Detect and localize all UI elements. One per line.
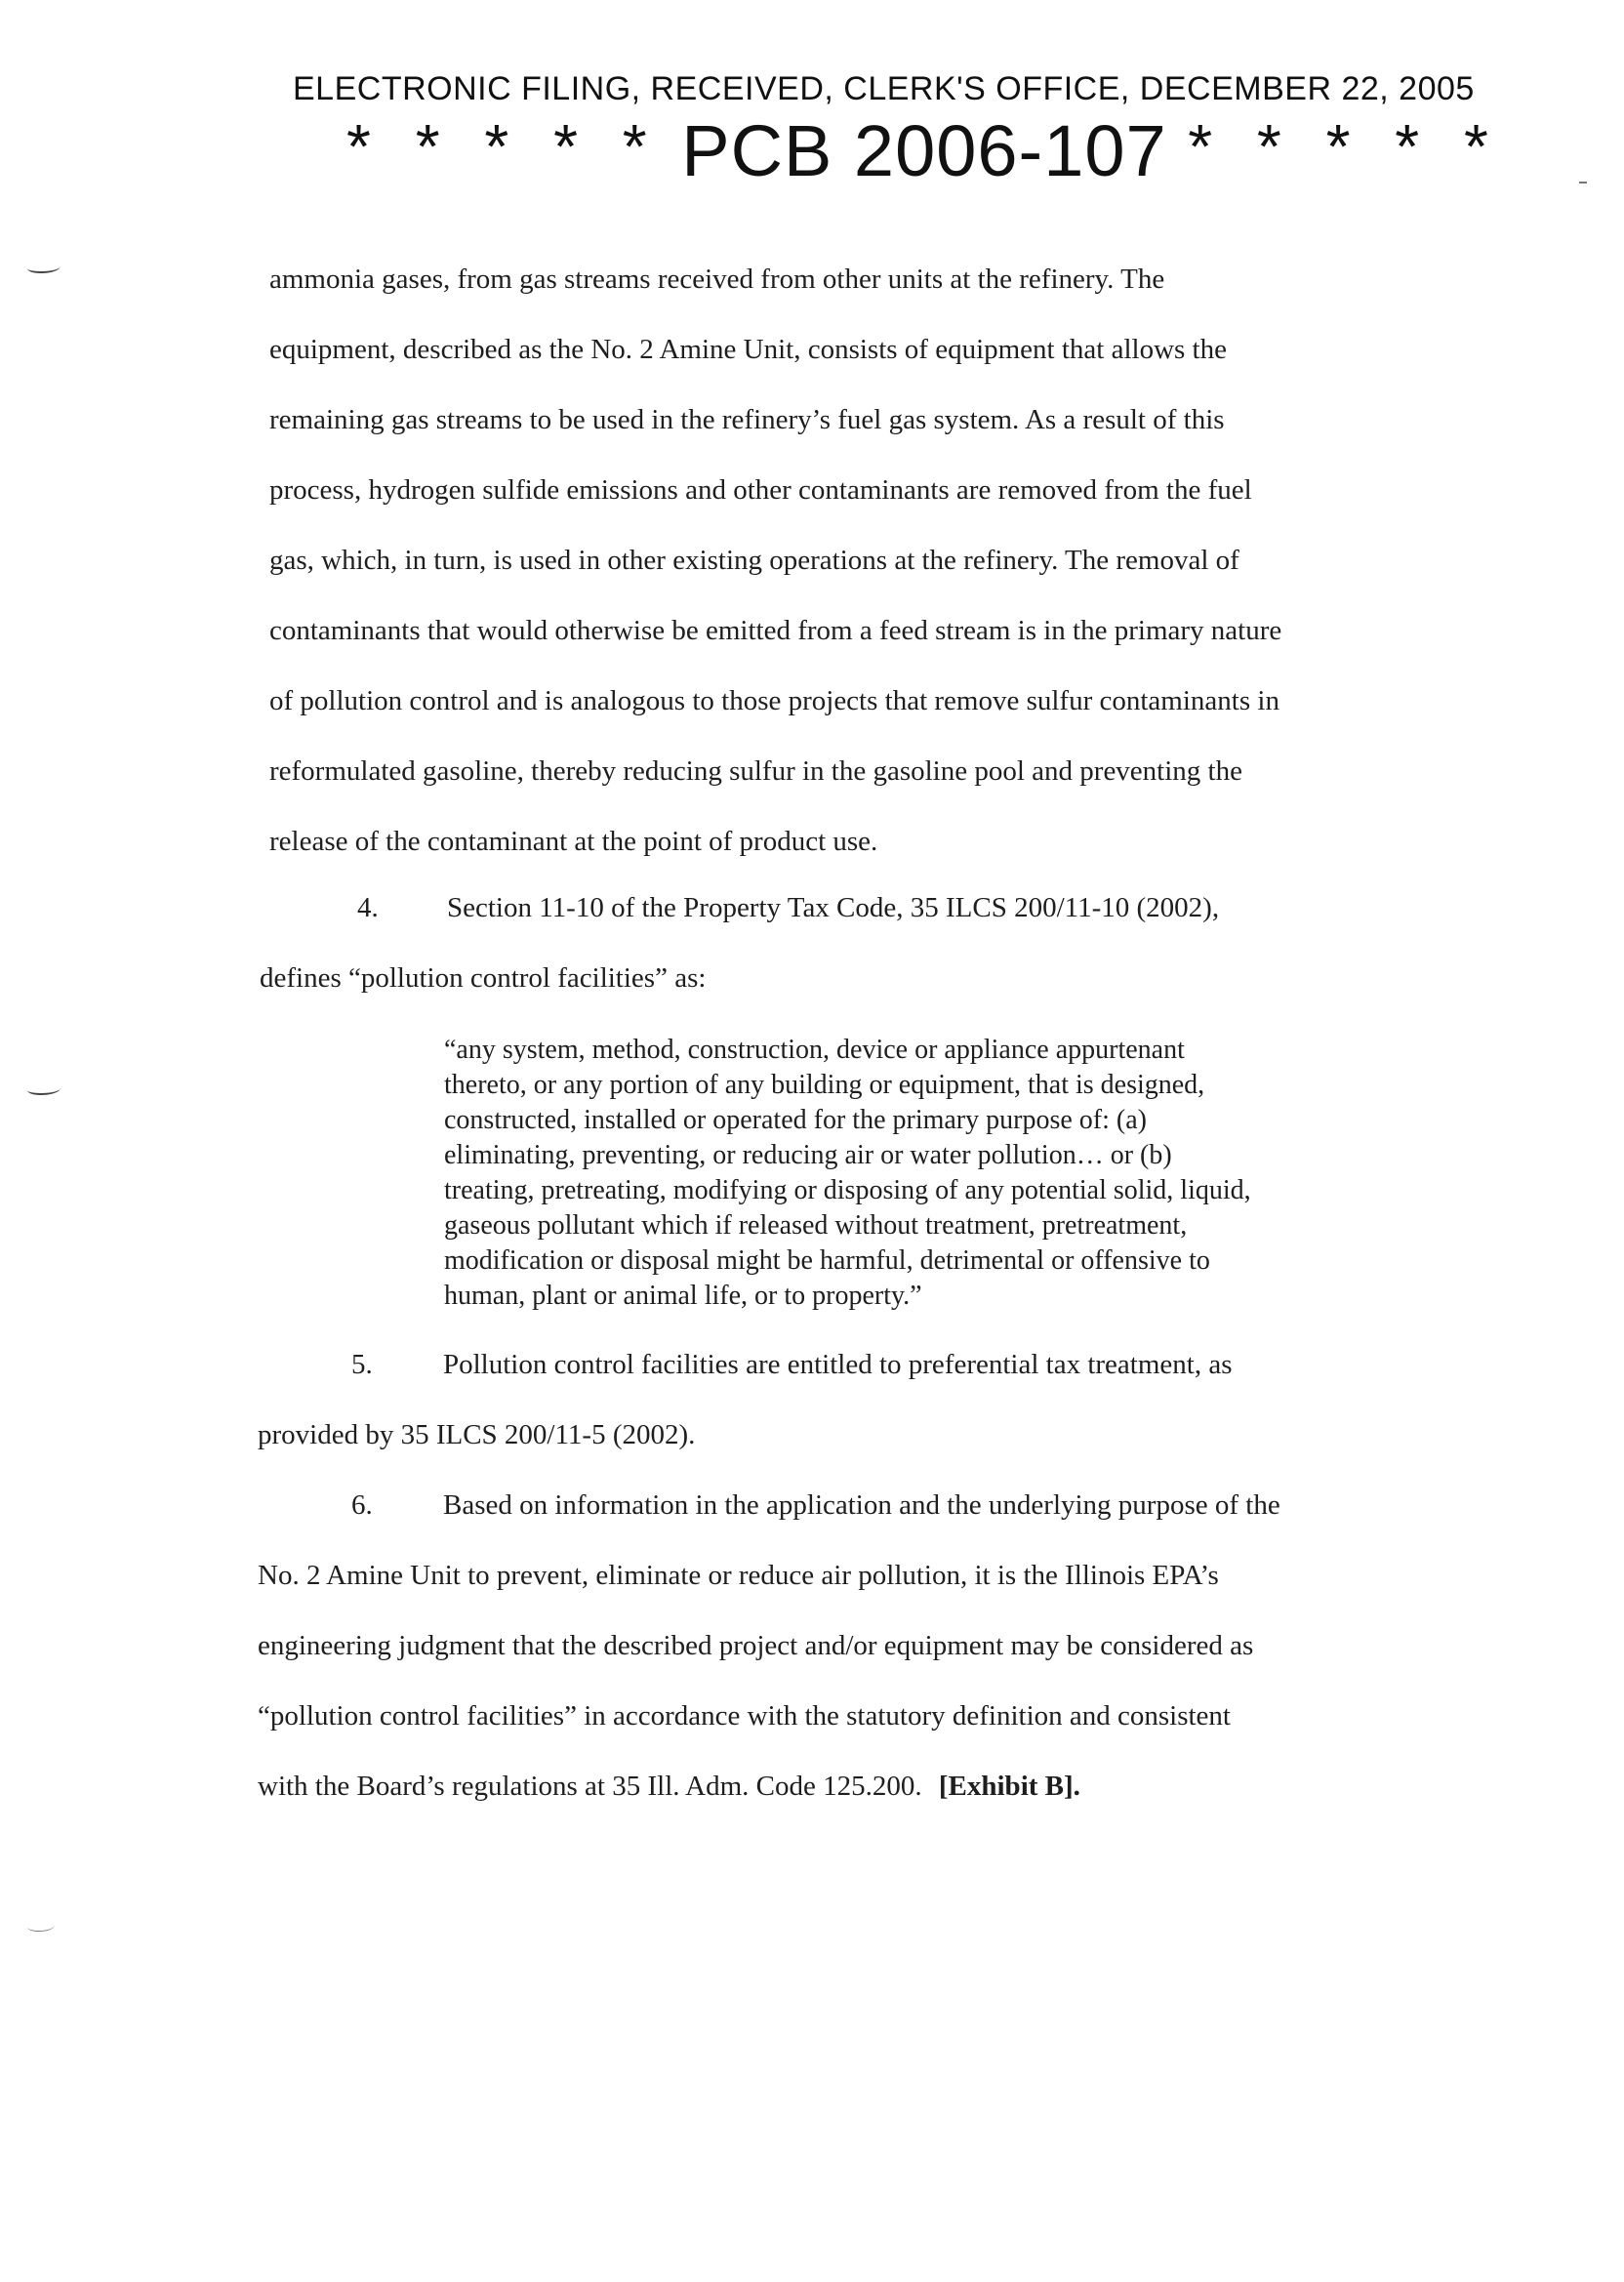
paragraph-line: ammonia gases, from gas streams received from other units at the refinery. The — [269, 264, 1165, 295]
paragraph-line: defines “pollution control facilities” as: — [260, 962, 707, 994]
paragraph-line-with-exhibit — [258, 1771, 1080, 1803]
docket-number: PCB 2006-107 — [681, 110, 1167, 191]
quote-line: human, plant or animal life, or to property.” — [444, 1281, 922, 1311]
paragraph-line: with the Board’s regulations at 35 Ill. Adm. Code 125.200. — [258, 1771, 922, 1802]
quote-line: gaseous pollutant which if released without treatment, pretreatment, — [444, 1210, 1188, 1241]
paragraph-line: remaining gas streams to be used in the refinery’s fuel gas system. As a result of this — [269, 404, 1225, 435]
docket-stars-left: * * * * * — [346, 111, 661, 182]
margin-hole-mark — [27, 1921, 55, 1932]
quote-line: treating, pretreating, modifying or disposing of any potential solid, liquid, — [444, 1175, 1251, 1205]
paragraph-number: 5. — [351, 1349, 373, 1380]
quote-line: thereto, or any portion of any building or equipment, that is designed, — [444, 1070, 1205, 1100]
paragraph-line: Pollution control facilities are entitled to preferential tax treatment, as — [443, 1349, 1233, 1380]
paragraph-number: 6. — [351, 1489, 373, 1521]
quote-line: modification or disposal might be harmful, detrimental or offensive to — [444, 1245, 1210, 1276]
paragraph-line: of pollution control and is analogous to those projects that remove sulfur contaminants in — [269, 685, 1279, 716]
exhibit-reference: [Exhibit B]. — [938, 1771, 1080, 1802]
paragraph-line: Based on information in the application and the underlying purpose of the — [443, 1489, 1280, 1521]
docket-stars-right: * * * * * — [1188, 111, 1502, 182]
paragraph-line: “pollution control facilities” in accordance with the statutory definition and consistent — [258, 1700, 1231, 1732]
docket-banner — [346, 109, 1502, 192]
paragraph-line: process, hydrogen sulfide emissions and other contaminants are removed from the fuel — [269, 474, 1252, 506]
filing-stamp: ELECTRONIC FILING, RECEIVED, CLERK'S OFFICE, DECEMBER 22, 2005 — [293, 70, 1475, 107]
paragraph-line: gas, which, in turn, is used in other existing operations at the refinery. The removal of — [269, 545, 1239, 576]
paragraph-line: equipment, described as the No. 2 Amine Unit, consists of equipment that allows the — [269, 334, 1227, 365]
paragraph-line: contaminants that would otherwise be emitted from a feed stream is in the primary nature — [269, 615, 1282, 646]
paragraph-number: 4. — [357, 892, 379, 923]
paragraph-line: provided by 35 ILCS 200/11-5 (2002). — [258, 1419, 696, 1450]
paragraph-line: reformulated gasoline, thereby reducing sulfur in the gasoline pool and preventing the — [269, 755, 1242, 787]
margin-hole-mark — [27, 262, 61, 273]
paragraph-line: release of the contaminant at the point of product use. — [269, 826, 878, 857]
paragraph-line: engineering judgment that the described project and/or equipment may be considered as — [258, 1630, 1254, 1661]
paragraph-line: Section 11-10 of the Property Tax Code, 35 ILCS 200/11-10 (2002), — [447, 892, 1220, 923]
quote-line: constructed, installed or operated for the primary purpose of: (a) — [444, 1105, 1147, 1135]
quote-line: eliminating, preventing, or reducing air or water pollution… or (b) — [444, 1140, 1172, 1170]
quote-line: “any system, method, construction, device or appliance appurtenant — [444, 1035, 1185, 1065]
paragraph-line: No. 2 Amine Unit to prevent, eliminate or reduce air pollution, it is the Illinois EPA’s — [258, 1560, 1219, 1591]
scan-edge-mark — [1579, 182, 1587, 183]
margin-hole-mark — [27, 1083, 61, 1095]
